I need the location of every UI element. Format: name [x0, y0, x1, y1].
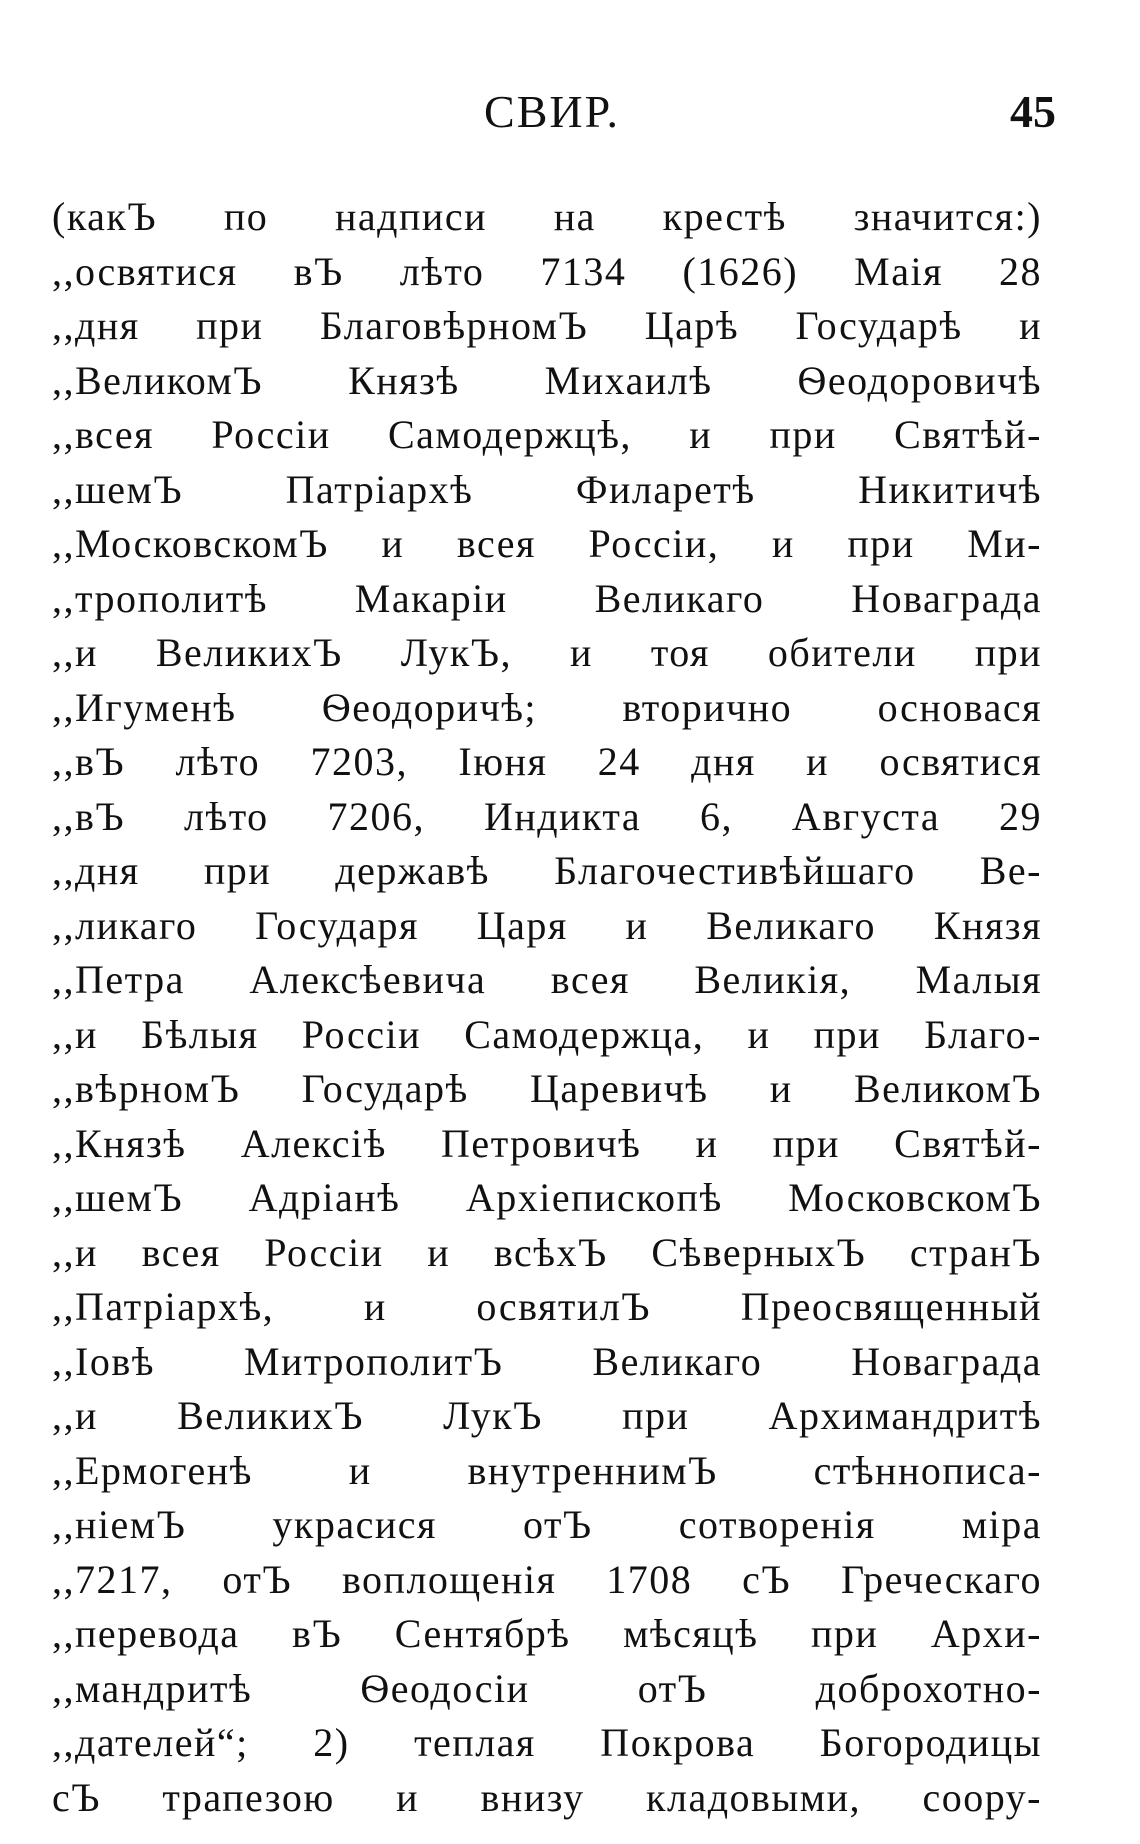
text-line: ,,вѣрномЪ Государѣ Царевичѣ и ВеликомЪ	[52, 1066, 1042, 1111]
text-line: ,,ВеликомЪ Князѣ Михаилѣ Ѳеодоровичѣ	[52, 357, 1042, 403]
text-line: ,,и ВеликихЪ ЛукЪ при Архимандритѣ	[52, 1393, 1042, 1438]
text-line: ,,и всея Россіи и всѣхЪ СѣверныхЪ странЪ	[52, 1229, 1042, 1275]
text-line: ,,7217, отЪ воплощенія 1708 сЪ Греческаго	[52, 1556, 1042, 1602]
text-line: ,,перевода вЪ Сентябрѣ мѣсяцѣ при Архи-	[52, 1611, 1042, 1656]
text-line: ,,МосковскомЪ и всея Россіи, и при Ми-	[52, 521, 1042, 566]
text-line: ,,Ермогенѣ и внутреннимЪ стѣннописа-	[52, 1447, 1042, 1493]
text-line: ,,дателей“; 2) теплая Покрова Богородицы	[52, 1720, 1042, 1765]
text-line: ,,ніемЪ украсися отЪ сотворенія міра	[52, 1502, 1042, 1547]
text-line: ,,Игуменѣ Ѳеодоричѣ; вторично основася	[52, 684, 1042, 730]
text-line: ,,и Бѣлыя Россіи Самодержца, и при Благо-	[52, 1011, 1042, 1057]
body-text	[52, 190, 1042, 1825]
page-header	[52, 82, 1056, 152]
text-line: ,,трополитѣ Макаріи Великаго Новаграда	[52, 575, 1042, 621]
text-line: ,,шемЪ Патріархѣ Филаретѣ Никитичѣ	[52, 466, 1042, 512]
running-title: СВИР.	[484, 86, 620, 137]
text-line: ,,Іовѣ МитрополитЪ Великаго Новаграда	[52, 1338, 1042, 1384]
text-line: ,,ликаго Государя Царя и Великаго Князя	[52, 902, 1042, 948]
text-line: ,,Князѣ Алексіѣ Петровичѣ и при Святѣй-	[52, 1120, 1042, 1166]
page-number: 45	[1010, 86, 1056, 137]
text-line: ,,вЪ лѣто 7206, Индикта 6, Августа 29	[52, 793, 1042, 839]
text-line: ,,мандритѣ Ѳеодосіи отЪ доброхотно-	[52, 1665, 1042, 1711]
text-line: ,,дня при БлаговѣрномЪ Царѣ Государѣ и	[52, 303, 1042, 348]
text-line: сЪ трапезою и внизу кладовыми, соору-	[52, 1774, 1042, 1820]
text-line: ,,освятися вЪ лѣто 7134 (1626) Маія 28	[52, 248, 1042, 294]
text-line: ,,шемЪ Адріанѣ Архіепископѣ МосковскомЪ	[52, 1175, 1042, 1220]
text-line: ,,Петра Алексѣевича всея Великія, Малыя	[52, 957, 1042, 1002]
text-line: ,,вЪ лѣто 7203, Іюня 24 дня и освятися	[52, 739, 1042, 784]
text-line: ,,Патріархѣ, и освятилЪ Преосвященный	[52, 1284, 1042, 1329]
text-line: ,,дня при державѣ Благочестивѣйшаго Ве-	[52, 848, 1042, 893]
text-line: ,,и ВеликихЪ ЛукЪ, и тоя обители при	[52, 630, 1042, 675]
text-line: (какЪ по надписи на крестѣ значится:)	[52, 194, 1042, 239]
text-line: ,,всея Россіи Самодержцѣ, и при Святѣй-	[52, 412, 1042, 457]
